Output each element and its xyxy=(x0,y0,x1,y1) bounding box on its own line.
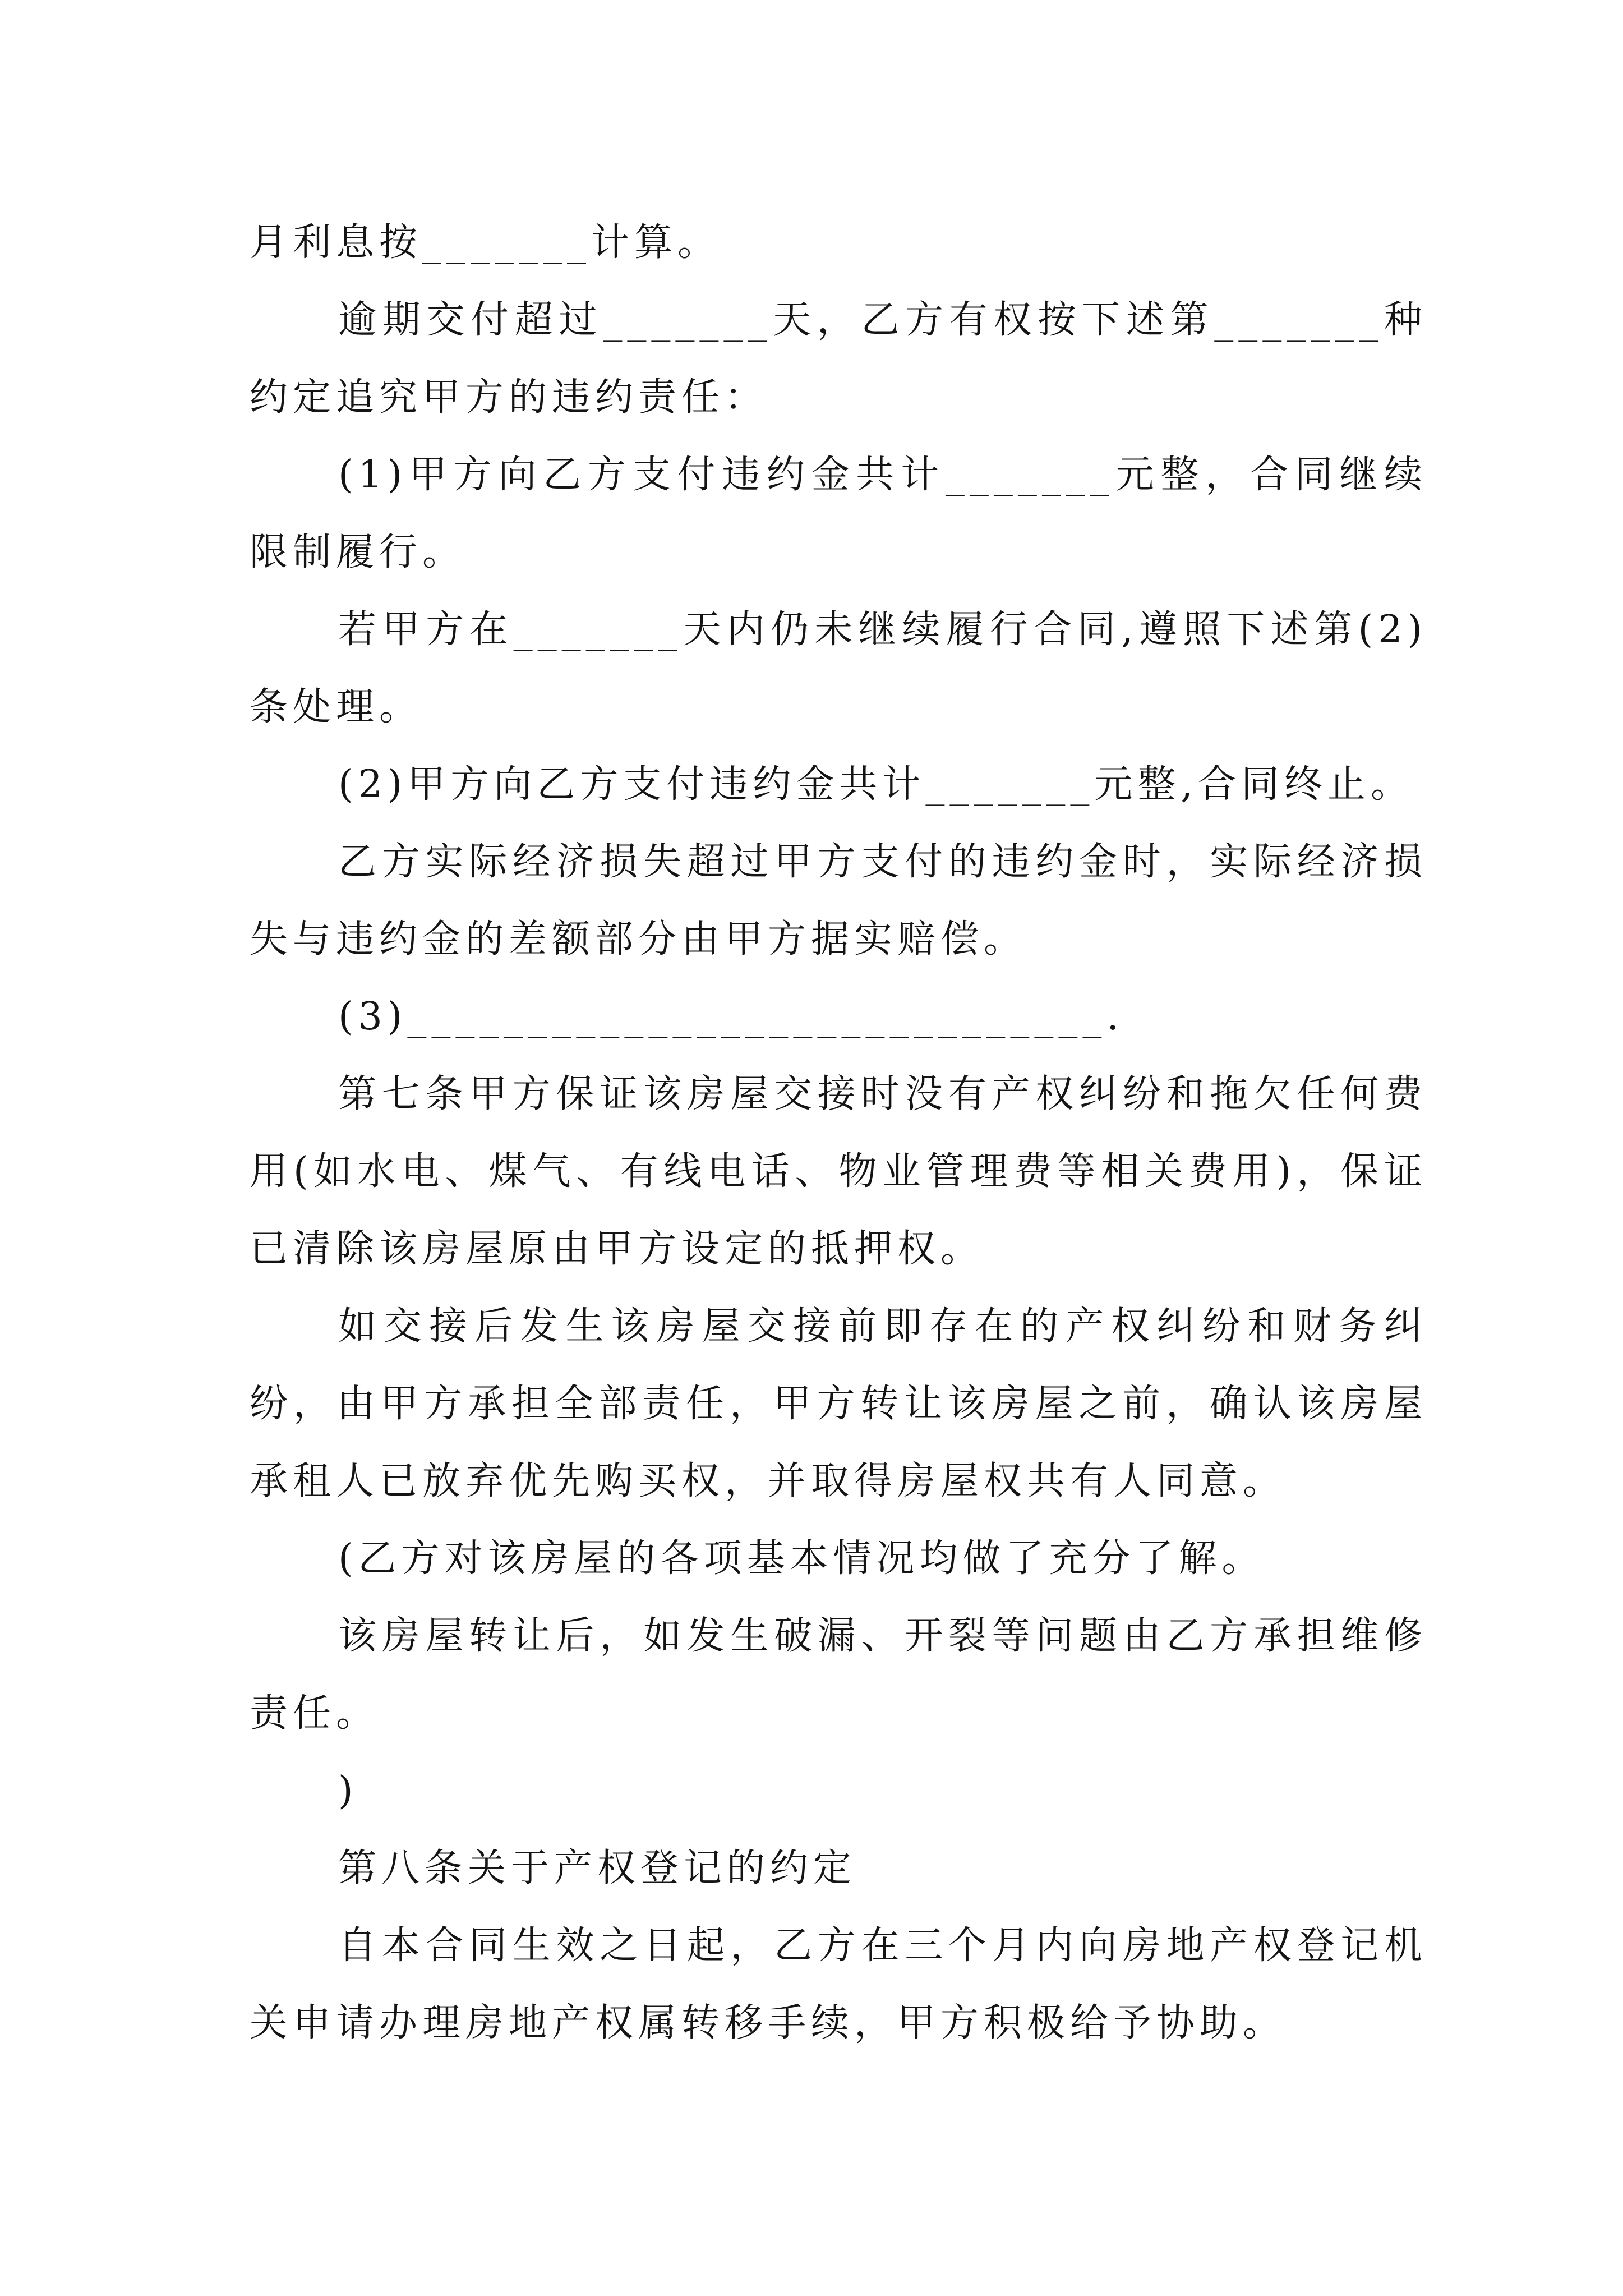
paragraph-option-2: (2)甲方向乙方支付违约金共计_______元整,合同终止。 xyxy=(338,762,1414,807)
paragraph-option-3: (3)_____________________________. xyxy=(338,995,1124,1039)
paragraph-article-7: 第七条甲方保证该房屋交接时没有产权纠纷和拖欠任何费用(如水电、煤气、有线电话、物业管理费等相关费用)，保证已清除该房屋原由甲方设定的抵押权。 xyxy=(250,1072,1427,1271)
paragraph-property-registration: 自本合同生效之日起，乙方在三个月内向房地产权登记机关申请办理房地产权属转移手续，甲方积极给予协助。 xyxy=(250,1924,1427,2045)
paragraph-buyer-understanding: (乙方对该房屋的各项基本情况均做了充分了解。 xyxy=(338,1536,1265,1581)
paragraph-repair-responsibility: 该房屋转让后，如发生破漏、开裂等问题由乙方承担维修责任。 xyxy=(250,1614,1427,1736)
paragraph-disputes: 如交接后发生该房屋交接前即存在的产权纠纷和财务纠纷，由甲方承担全部责任，甲方转让该房屋之前，确认该房屋承租人已放弃优先购买权，并取得房屋权共有人同意。 xyxy=(250,1304,1427,1503)
paragraph-actual-loss: 乙方实际经济损失超过甲方支付的违约金时，实际经济损失与违约金的差额部分由甲方据实赔偿。 xyxy=(250,840,1427,961)
paragraph-closing-parenthesis: ) xyxy=(338,1769,358,1813)
paragraph-overdue-delivery: 逾期交付超过_______天，乙方有权按下述第_______种约定追究甲方的违约责任： xyxy=(250,298,1427,420)
heading-article-8: 第八条关于产权登记的约定 xyxy=(338,1846,857,1890)
paragraph-interest: 月利息按_______计算。 xyxy=(250,220,721,265)
paragraph-option-1: (1)甲方向乙方支付违约金共计_______元整，合同继续限制履行。 xyxy=(250,453,1427,574)
paragraph-still-not-performed: 若甲方在_______天内仍未继续履行合同,遵照下述第(2)条处理。 xyxy=(250,608,1427,729)
